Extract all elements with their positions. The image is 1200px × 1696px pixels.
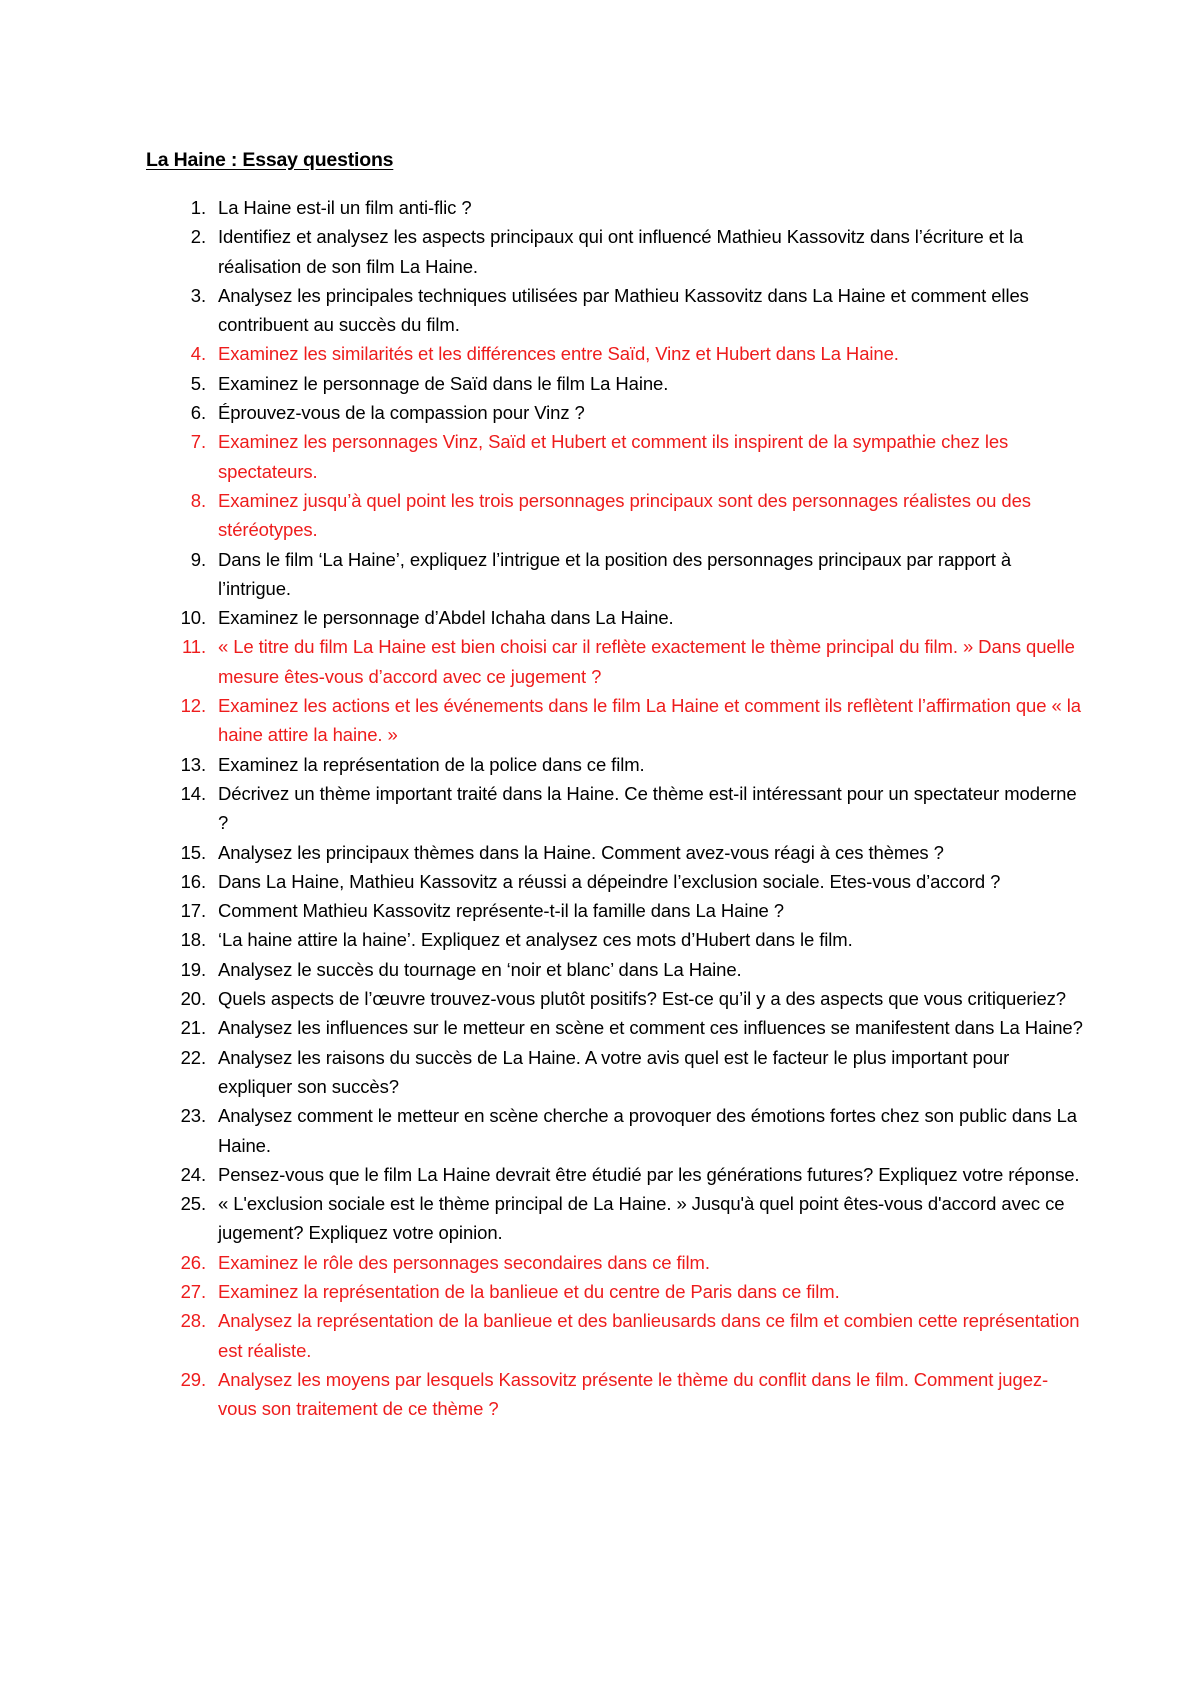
question-text: Examinez les actions et les événements dans le film La Haine et comment ils reflètent l’affirmation que « la haine attire la haine. » xyxy=(218,695,1081,746)
question-text: Analysez le succès du tournage en ‘noir et blanc’ dans La Haine. xyxy=(218,958,742,980)
question-text: « L'exclusion sociale est le thème principal de La Haine. » Jusqu'à quel point êtes-vous d'accord avec ce jugement? Expliquez votre opinion. xyxy=(218,1193,1065,1244)
question-item xyxy=(146,603,1086,632)
question-number: 2. xyxy=(190,226,206,248)
question-item xyxy=(146,1365,1086,1424)
question-text: Éprouvez-vous de la compassion pour Vinz ? xyxy=(218,402,585,424)
question-number: 19. xyxy=(180,958,206,980)
question-number: 15. xyxy=(180,841,206,863)
question-text: Examinez le personnage d’Abdel Ichaha dans La Haine. xyxy=(218,607,674,629)
question-number: 22. xyxy=(180,1046,206,1068)
question-number: 17. xyxy=(180,900,206,922)
question-item xyxy=(146,281,1086,340)
question-text: Examinez jusqu’à quel point les trois personnages principaux sont des personnages réalistes ou des stéréotypes. xyxy=(218,489,1031,541)
question-text: « Le titre du film La Haine est bien choisi car il reflète exactement le thème principal du film. » Dans quelle mesure êtes-vous d’accord avec ce jugement ? xyxy=(218,636,1075,687)
question-text: Dans le film ‘La Haine’, expliquez l’intrigue et la position des personnages principaux par rapport à l’intrigue. xyxy=(218,548,1012,599)
question-item xyxy=(146,427,1086,486)
question-item xyxy=(146,750,1086,779)
question-number: 14. xyxy=(180,782,206,804)
question-number: 20. xyxy=(180,988,206,1010)
question-text: Analysez les influences sur le metteur en scène et comment ces influences se manifestent dans La Haine? xyxy=(218,1017,1083,1039)
question-text: Analysez la représentation de la banlieue et des banlieusards dans ce film et combien cette représentation est réaliste. xyxy=(218,1310,1080,1361)
question-item xyxy=(146,867,1086,896)
question-text: Examinez les similarités et les différences entre Saïd, Vinz et Hubert dans La Haine. xyxy=(218,343,899,365)
question-text: Examinez les personnages Vinz, Saïd et Hubert et comment ils inspirent de la sympathie chez les spectateurs. xyxy=(218,431,1009,482)
question-number: 29. xyxy=(180,1368,206,1390)
question-text: La Haine est-il un film anti-flic ? xyxy=(218,197,472,218)
question-text: Analysez les principaux thèmes dans la Haine. Comment avez-vous réagi à ces thèmes ? xyxy=(218,841,944,863)
question-item xyxy=(146,632,1086,691)
question-text: Analysez les raisons du succès de La Haine. A votre avis quel est le facteur le plus important pour expliquer son succès? xyxy=(218,1046,1010,1097)
question-number: 11. xyxy=(181,636,206,658)
question-number: 16. xyxy=(180,870,206,892)
question-number: 10. xyxy=(180,607,206,629)
question-text: Analysez les moyens par lesquels Kassovitz présente le thème du conflit dans le film. Comment jugez-vous son traitement de ce thème ? xyxy=(218,1368,1049,1420)
question-text: Examinez le rôle des personnages secondaires dans ce film. xyxy=(218,1251,710,1273)
question-item xyxy=(146,193,1086,222)
question-number: 6. xyxy=(190,402,206,424)
question-number: 27. xyxy=(180,1280,206,1302)
question-number: 3. xyxy=(190,284,206,306)
question-number: 13. xyxy=(180,753,206,775)
question-item xyxy=(146,779,1086,838)
question-number: 21. xyxy=(180,1017,206,1039)
question-item xyxy=(146,369,1086,398)
question-item xyxy=(146,1160,1086,1189)
question-text: Examinez la représentation de la banlieue et du centre de Paris dans ce film. xyxy=(218,1280,840,1302)
question-item xyxy=(146,1248,1086,1277)
question-number: 28. xyxy=(180,1310,206,1332)
question-number: 9. xyxy=(190,548,206,570)
question-item xyxy=(146,1189,1086,1248)
question-item xyxy=(146,1277,1086,1306)
question-number: 5. xyxy=(190,372,206,394)
question-item xyxy=(146,691,1086,750)
question-item xyxy=(146,955,1086,984)
question-number: 8. xyxy=(190,489,206,511)
question-text: Comment Mathieu Kassovitz représente-t-il la famille dans La Haine ? xyxy=(218,900,784,922)
question-item xyxy=(146,545,1086,604)
question-item xyxy=(146,925,1086,954)
question-number: 12. xyxy=(180,695,206,717)
question-text: Analysez les principales techniques utilisées par Mathieu Kassovitz dans La Haine et comment elles contribuent au succès du film. xyxy=(218,284,1029,336)
page-title: La Haine : Essay questions xyxy=(146,149,394,171)
question-list xyxy=(146,193,1086,1423)
question-text: Examinez le personnage de Saïd dans le film La Haine. xyxy=(218,372,669,394)
question-item xyxy=(146,896,1086,925)
question-item xyxy=(146,1306,1086,1365)
question-text: Identifiez et analysez les aspects principaux qui ont influencé Mathieu Kassovitz dans l’écriture et la réalisation de son film La Haine. xyxy=(218,226,1024,277)
question-text: Décrivez un thème important traité dans la Haine. Ce thème est-il intéressant pour un spectateur moderne ? xyxy=(218,782,1077,834)
question-number: 26. xyxy=(180,1251,206,1273)
question-number: 24. xyxy=(180,1163,206,1185)
question-item xyxy=(146,1101,1086,1160)
question-number: 1. xyxy=(190,197,206,218)
question-text: Quels aspects de l’œuvre trouvez-vous plutôt positifs? Est-ce qu’il y a des aspects que vous critiqueriez? xyxy=(218,988,1066,1010)
question-number: 7. xyxy=(190,431,206,453)
question-item xyxy=(146,398,1086,427)
question-text: Examinez la représentation de la police dans ce film. xyxy=(218,753,645,775)
question-item xyxy=(146,838,1086,867)
question-item xyxy=(146,339,1086,368)
question-text: Dans La Haine, Mathieu Kassovitz a réussi a dépeindre l’exclusion sociale. Etes-vous d’accord ? xyxy=(218,870,1001,892)
question-item xyxy=(146,1013,1086,1042)
question-item xyxy=(146,984,1086,1013)
question-number: 25. xyxy=(180,1193,206,1215)
question-text: ‘La haine attire la haine’. Expliquez et analysez ces mots d’Hubert dans le film. xyxy=(218,929,853,951)
question-item xyxy=(146,1043,1086,1102)
question-item xyxy=(146,486,1086,545)
question-number: 4. xyxy=(190,343,206,365)
question-text: Pensez-vous que le film La Haine devrait être étudié par les générations futures? Expliquez votre réponse. xyxy=(218,1163,1080,1185)
question-text: Analysez comment le metteur en scène cherche a provoquer des émotions fortes chez son public dans La Haine. xyxy=(218,1105,1077,1156)
question-item xyxy=(146,222,1086,281)
question-number: 23. xyxy=(180,1105,206,1127)
question-number: 18. xyxy=(180,929,206,951)
